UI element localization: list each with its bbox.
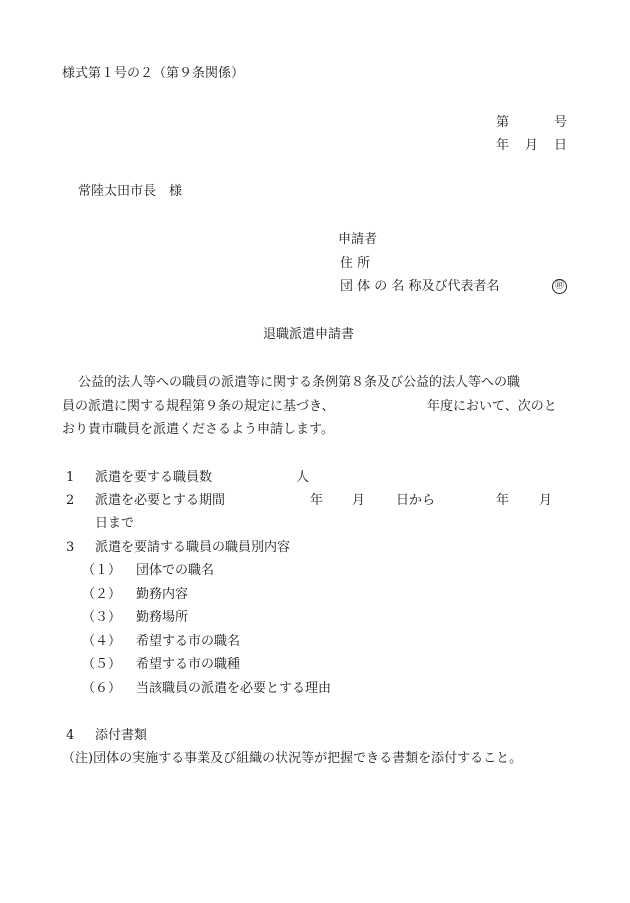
item-2-year-2: 年 bbox=[496, 493, 510, 508]
paragraph-line-3: おり貴市職員を派遣くださるよう申請します。 bbox=[62, 422, 334, 437]
document-title: 退職派遣申請書 bbox=[263, 327, 355, 342]
date-month: 月 bbox=[525, 138, 539, 153]
paragraph-line-2a: 員の派遣に関する規程第９条の規定に基づき、 bbox=[62, 399, 335, 414]
sub-item-number: （４） bbox=[82, 634, 122, 649]
item-3-number: 3 bbox=[66, 540, 75, 555]
applicant-label: 申請者 bbox=[338, 232, 378, 247]
sub-item-number: （３） bbox=[82, 610, 122, 625]
item-4-label: 添付書類 bbox=[95, 728, 148, 743]
sub-item-label: 希望する市の職種 bbox=[136, 657, 241, 672]
form-label: 様式第１号の２（第９条関係） bbox=[62, 66, 245, 81]
item-2-label: 派遣を必要とする期間 bbox=[95, 493, 226, 508]
sub-item-label: 勤務場所 bbox=[136, 610, 189, 625]
item-3-label: 派遣を要請する職員の職員別内容 bbox=[95, 540, 291, 555]
sub-item-label: 希望する市の職名 bbox=[136, 634, 241, 649]
paragraph-line-1: 公益的法人等への職員の派遣等に関する条例第８条及び公益的法人等への職 bbox=[78, 375, 521, 390]
paragraph-line-2b: 年度において、次のと bbox=[427, 399, 557, 414]
sub-item-label: 当該職員の派遣を必要とする理由 bbox=[136, 681, 332, 696]
applicant-address: 住 所 bbox=[340, 256, 371, 271]
date-year: 年 bbox=[496, 138, 510, 153]
note: （注)団体の実施する事業及び組織の状況等が把握できる書類を添付すること。 bbox=[62, 751, 523, 766]
sub-item-label: 団体での職名 bbox=[136, 563, 215, 578]
sub-item-number: （１） bbox=[82, 563, 122, 578]
sub-item-number: （５） bbox=[82, 657, 122, 672]
sub-item-number: （６） bbox=[82, 681, 122, 696]
item-2-number: 2 bbox=[66, 493, 75, 508]
sub-item-label: 勤務内容 bbox=[136, 587, 189, 602]
item-2-until: 日まで bbox=[95, 516, 135, 531]
date-day: 日 bbox=[554, 138, 568, 153]
item-1-label: 派遣を要する職員数 bbox=[95, 470, 213, 485]
item-1-number: 1 bbox=[66, 470, 75, 485]
item-2-year-1: 年 bbox=[310, 493, 324, 508]
seal-mark: ㊞ bbox=[552, 279, 567, 294]
item-2-month-1: 月 bbox=[352, 493, 366, 508]
addressee: 常陸太田市長 様 bbox=[78, 184, 183, 199]
item-2-from: 日から bbox=[396, 493, 436, 508]
item-1-unit: 人 bbox=[296, 470, 310, 485]
item-4-number: 4 bbox=[66, 728, 75, 743]
sub-item-number: （２） bbox=[82, 587, 122, 602]
applicant-org-name: 団 体 の 名 称及び代表者名 bbox=[340, 279, 500, 294]
doc-number-dai: 第 bbox=[496, 115, 510, 130]
doc-number-go: 号 bbox=[554, 115, 568, 130]
item-2-month-2: 月 bbox=[539, 493, 553, 508]
